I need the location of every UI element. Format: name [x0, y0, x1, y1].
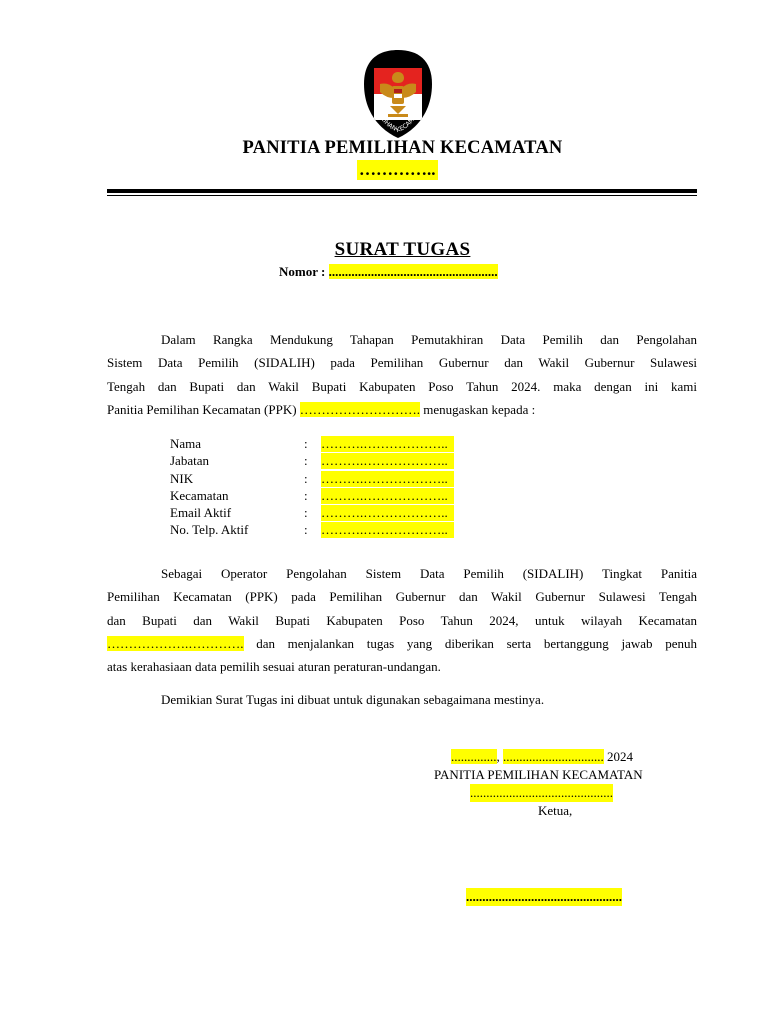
signature-date-row [451, 748, 633, 766]
nomor-row [279, 263, 498, 281]
field-colon: : [304, 522, 308, 538]
signature-org: PANITIA PEMILIHAN KECAMATAN [434, 767, 643, 782]
signature-org-blank: ............................................ [470, 785, 613, 800]
field-label: Email Aktif [170, 505, 232, 521]
date-blank: ............................... [503, 749, 604, 764]
nomor-label: Nomor : [279, 264, 326, 279]
closing-statement: Demikian Surat Tugas ini dibuat untuk digunakan sebagaimana mestinya. [161, 692, 545, 707]
field-colon: : [304, 470, 308, 486]
garuda-emblem-icon [360, 48, 436, 140]
field-value-blank: ……….……………….. [321, 436, 454, 452]
field-value-blank: ……….……………….. [321, 453, 454, 469]
paragraph-line: Tengah dan Bupati dan Wakil Bupati Kabupaten Poso Tahun 2024. maka dengan ini kami [107, 378, 697, 394]
field-label: Jabatan [170, 453, 209, 469]
paragraph-line: Pemilihan Kecamatan (PPK) pada Pemilihan Gubernur dan Wakil Gubernur Sulawesi Tengah [107, 589, 697, 605]
ppk-logo [360, 48, 436, 140]
field-label: NIK [170, 470, 194, 486]
field-label: No. Telp. Aktif [170, 522, 249, 538]
paragraph-line: Dalam Rangka Mendukung Tahapan Pemutakhiran Data Pemilih dan Pengolahan [161, 332, 697, 347]
document-title: SURAT TUGAS [334, 239, 471, 260]
org-name-blank: ………….. [359, 160, 436, 179]
paragraph-line: Sebagai Operator Pengolahan Sistem Data Pemilih (SIDALIH) Tingkat Panitia [161, 566, 697, 581]
field-value-blank: ……….……………….. [321, 471, 454, 487]
ppk-name-blank: ………………………. [299, 401, 421, 417]
signature-name-blank: ................................................ [466, 889, 622, 904]
field-colon: : [304, 436, 308, 451]
field-colon: : [304, 453, 308, 469]
field-colon: : [304, 487, 308, 503]
paragraph-duties [107, 562, 697, 678]
paragraph-line: Sistem Data Pemilih (SIDALIH) pada Pemilihan Gubernur dan Wakil Gubernur Sulawesi [107, 355, 697, 371]
ppk-label: Panitia Pemilihan Kecamatan (PPK) [107, 401, 297, 417]
place-blank: .............. [451, 749, 497, 764]
header-rule-thick [107, 189, 697, 193]
assign-text: menugaskan kepada : [423, 401, 536, 417]
logo-text-bottom: PEMILIHAN KECAMATAN [372, 103, 424, 135]
field-value-blank: ……….……………….. [321, 505, 454, 521]
nomor-value: .................................................... [328, 264, 498, 279]
paragraph-line [107, 398, 697, 421]
field-colon: : [304, 505, 308, 521]
org-title: PANITIA PEMILIHAN KECAMATAN [242, 138, 563, 158]
field-value-blank: ……….……………….. [321, 488, 454, 504]
paragraph-intro [107, 328, 697, 421]
field-label: Nama [170, 436, 202, 451]
field-label: Kecamatan [170, 487, 229, 503]
date-comma: , [496, 749, 500, 764]
paragraph-line: dan Bupati dan Wakil Bupati Kabupaten Poso Tahun 2024, untuk wilayah Kecamatan [107, 612, 697, 628]
kecamatan-blank: ……………….…………. [107, 635, 244, 651]
duties-text: dan menjalankan tugas yang diberikan serta bertanggung jawab penuh [256, 635, 697, 651]
paragraph-line: atas kerahasiaan data pemilih sesuai aturan peraturan-undangan. [107, 659, 441, 675]
field-value-blank: ……….……………….. [321, 522, 454, 538]
logo-text-top [360, 48, 396, 50]
header-rule-thin [107, 195, 697, 196]
signature-role: Ketua, [538, 803, 573, 818]
paragraph-line [107, 632, 697, 655]
date-year: 2024 [607, 749, 633, 764]
